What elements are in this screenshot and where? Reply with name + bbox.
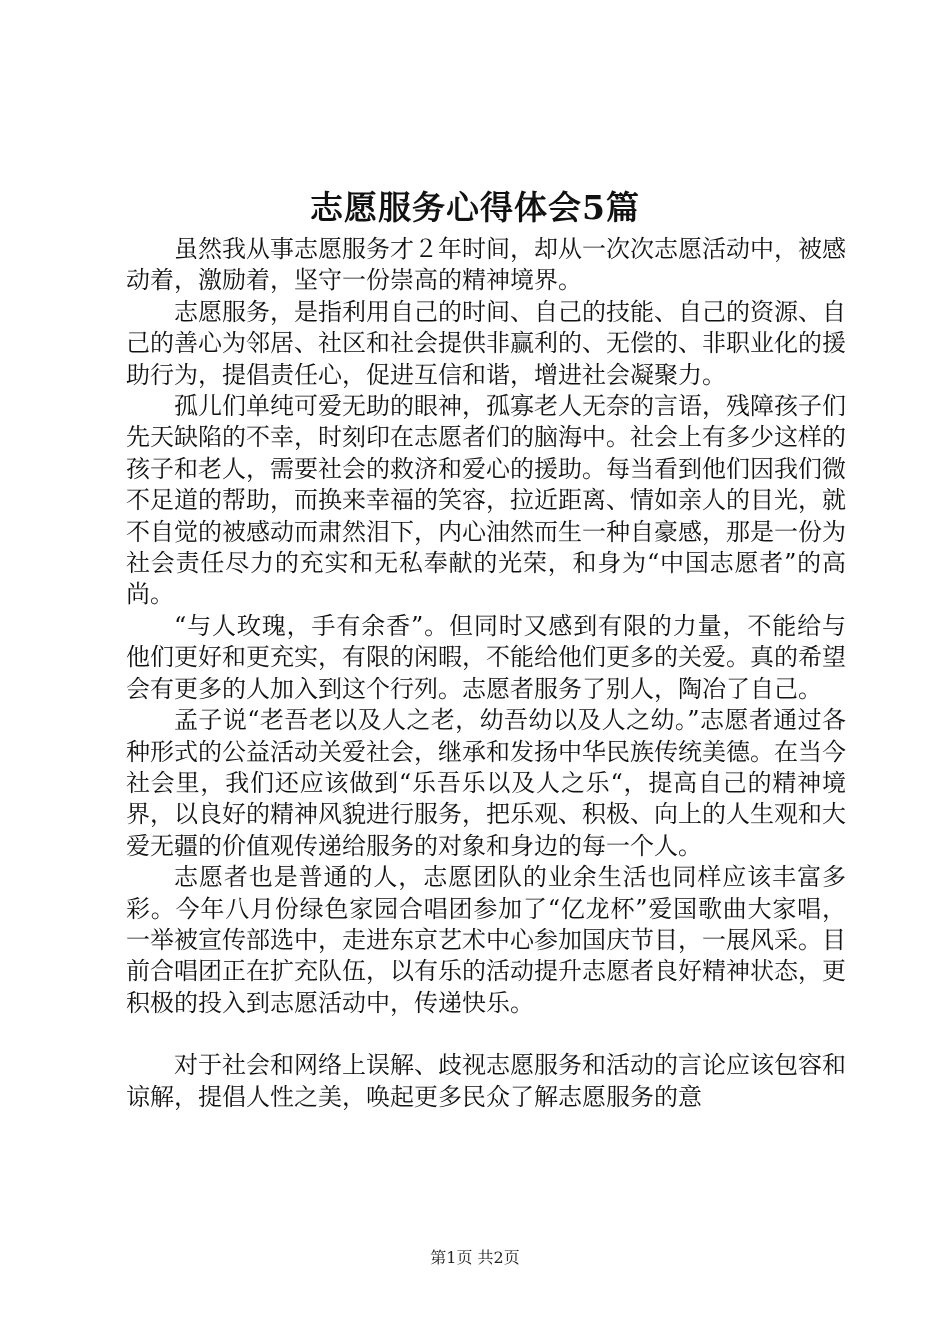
page-number: 第1页 共2页 [430,1248,520,1267]
document-body [126,234,846,1113]
paragraph: 虽然我从事志愿服务才２年时间，却从一次次志愿活动中，被感动着，激励着，坚守一份崇高的精神境界。 [126,235,846,295]
paragraph: 志愿者也是普通的人，志愿团队的业余生活也同样应该丰富多彩。今年八月份绿色家园合唱团参加了“亿龙杯”爱国歌曲大家唱，一举被宣传部选中，走进东京艺术中心参加国庆节目，一展风采。目前合唱团正在扩充队伍，以有乐的活动提升志愿者良好精神状态，更积极的投入到志愿活动中，传递快乐。 [126,863,846,1017]
paragraph: 对于社会和网络上误解、歧视志愿服务和活动的言论应该包容和谅解，提倡人性之美，唤起更多民众了解志愿服务的意 [126,1051,846,1111]
document-title: 志愿服务心得体会5篇 [310,188,640,227]
paragraph: 孤儿们单纯可爱无助的眼神，孤寡老人无奈的言语，残障孩子们先天缺陷的不幸，时刻印在志愿者们的脑海中。社会上有多少这样的孩子和老人，需要社会的救济和爱心的援助。每当看到他们因我们微不足道的帮助，而换来幸福的笑容，拉近距离、情如亲人的目光，就不自觉的被感动而肃然泪下，内心油然而生一种自豪感，那是一份为社会责任尽力的充实和无私奉献的光荣，和身为“中国志愿者”的高尚。 [126,392,846,609]
paragraph-spacer [126,1019,846,1050]
paragraph: 孟子说“老吾老以及人之老，幼吾幼以及人之幼。”志愿者通过各种形式的公益活动关爱社会，继承和发扬中华民族传统美德。在当今社会里，我们还应该做到“乐吾乐以及人之乐“，提高自己的精神境界，以良好的精神风貌进行服务，把乐观、积极、向上的人生观和大爱无疆的价值观传递给服务的对象和身边的每一个人。 [126,706,846,860]
paragraph: 志愿服务，是指利用自己的时间、自己的技能、自己的资源、自己的善心为邻居、社区和社会提供非赢利的、无偿的、非职业化的援助行为，提倡责任心，促进互信和谐，增进社会凝聚力。 [126,297,846,389]
paragraph: “与人玫瑰，手有余香”。但同时又感到有限的力量，不能给与他们更好和更充实，有限的闲暇，不能给他们更多的关爱。真的希望会有更多的人加入到这个行列。志愿者服务了别人，陶冶了自己。 [126,611,846,703]
